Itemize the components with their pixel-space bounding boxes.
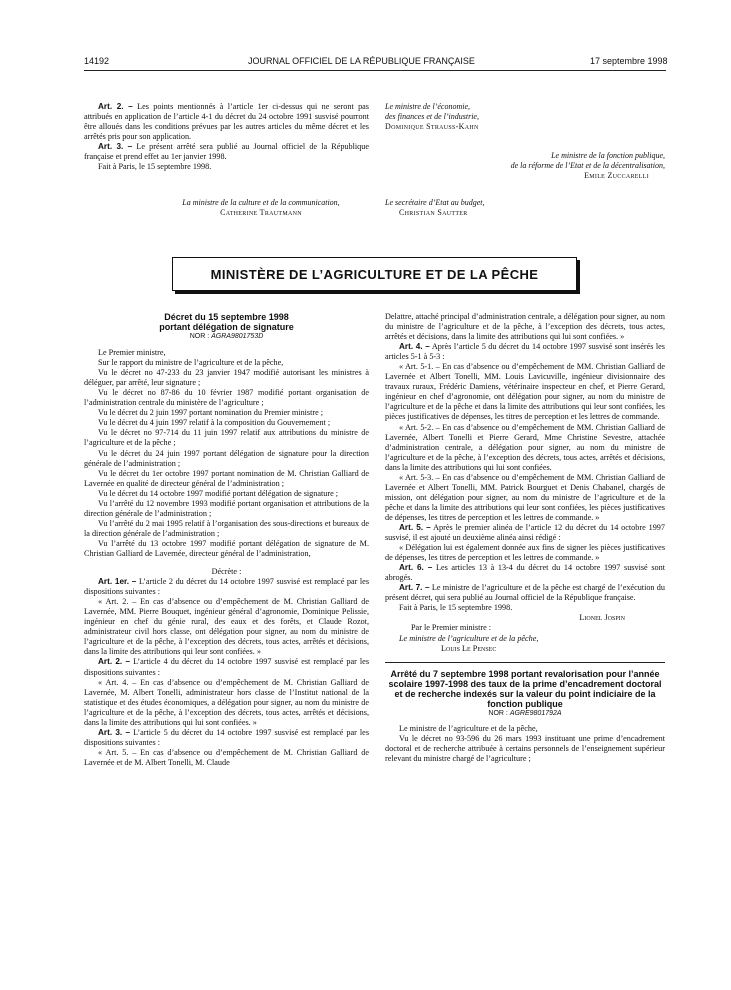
preamble-paragraph: Le Premier ministre, [98,348,166,358]
preamble-paragraph: Vu le décret du 1er octobre 1997 portant nomination de M. Christian Galliard de Lavernée en qualité de directeur général de l’administration ; [84,468,369,488]
signature-budget: Le secrétaire d’Etat au budget, Christian Sautter [385,198,485,217]
preamble-paragraph: Vu le décret du 2 juin 1997 portant nomination du Premier ministre ; [98,408,324,418]
arrete-title: Arrêté du 7 septembre 1998 portant revalorisation pour l’année scolaire 1997-1998 des taux de la prime d’encadrement doctoral et de recherche indexés sur la valeur du point indiciaire de la fonction publique [388,668,662,709]
preamble-paragraph: Vu le décret du 24 juin 1997 portant délégation de signature pour la direction générale de l’administration ; [84,448,369,468]
article-quote: « Art. 5-2. – En cas d’absence ou d’empêchement de MM. Christian Galliard de Lavernée, Albert Tonelli et Pierre Gerard, Mme Christine Sevestre, attachée d’administration centrale, a délégation pour signer, au nom du ministre de l’agriculture et de la pêche, à l’exception des décrets, tous actes, arrêtés et décisions, dans la limite des attributions qui lui sont confiées. [385,422,665,472]
article-quote: « Délégation lui est également donnée aux fins de signer les pièces justificatives de dépenses, les titres de perception et les lettres de commande. » [385,543,665,563]
signature-economie: Le ministre de l’économie, des finances et de l’industrie, Dominique Strauss-Kahn [385,102,479,131]
article-quote: « Art. 5-3. – En cas d’absence ou d’empêchement de MM. Christian Galliard de Lavernée et Albert Tonelli, MM. Patrick Bourguet et Denis Chabanel, chargés de mission, ont délégation pour signer, au nom du ministre de l’agriculture et de la pêche et dans la limite des attributions qui leur sont confiées, les pièces justificatives de dépenses, les titres de perception et les lettres de commande. » [385,472,665,522]
decrete-heading: Décrète : [211,567,242,577]
ministry-banner: MINISTÈRE DE L’AGRICULTURE ET DE LA PÊCHE [172,257,577,291]
signature-culture: La ministre de la culture et de la communication, Catherine Trautmann [182,198,340,217]
decree-left-column [84,312,369,768]
preamble-paragraph: Vu le décret no 47-233 du 23 janvier 1947 modifié autorisant les ministres à déléguer, par arrêté, leur signature ; [84,368,369,388]
article-paragraph: Art. 2. – L’article 4 du décret du 14 octobre 1997 susvisé est remplacé par les dispositions suivantes : [84,657,370,677]
article-quote-continued: Delattre, attaché principal d’administration centrale, a délégation pour signer, au nom du ministre de l’agriculture et de la pêche, à l’exception des décrets, tous actes, arrêtés et décisions, dans la limite des attributions qui lui sont confiées. » [385,312,665,342]
arrete-nor: NOR : AGRE9801792A [488,709,562,717]
article-quote: « Art. 2. – En cas d’absence ou d’empêchement de M. Christian Galliard de Lavernée, MM. Pierre Bouquet, ingénieur général d’agronomie, Dominique Pelissie, ingénieur en chef du génie rural, des eaux et des forêts, et Claude Rozot, administrateur civil hors classe, ont délégation pour signer, au nom du ministre de l’agriculture et de la pêche, à l’exception des décrets, tous actes, arrêtés et décisions, dans la limite des attributions qui leur sont confiées. » [84,597,369,657]
preamble-paragraph: Vu le décret no 87-86 du 10 février 1987 modifié portant organisation de l’administration centrale du ministère de l’agriculture ; [84,388,369,408]
decree-title: Décret du 15 septembre 1998 portant délégation de signature [159,312,294,332]
page-date: 17 septembre 1998 [590,56,668,66]
section-divider [385,662,665,663]
preamble-paragraph: Sur le rapport du ministre de l’agriculture et de la pêche, [98,358,284,368]
preamble-paragraph: Vu le décret du 14 octobre 1997 modifié portant délégation de signature ; [98,488,339,498]
signature-fonction-publique: Le ministre de la fonction publique, de la réforme de l’Etat et de la décentralisation, Emile Zuccarelli [510,151,665,180]
decree-preamble [84,348,369,559]
preamble-paragraph: Vu le décret no 97-714 du 11 juin 1997 relatif aux attributions du ministre de l’agriculture et de la pêche ; [84,428,369,448]
arrete-paragraph: Vu le décret no 93-596 du 26 mars 1993 instituant une prime d’encadrement doctoral et de recherche attribuée à certains personnels de l’enseignement supérieur relevant du ministre chargé de l’agriculture ; [385,733,665,763]
decree-nor: NOR : AGRA9801753D [189,333,264,340]
arrete-paragraph: Le ministre de l’agriculture et de la pêche, [399,723,538,733]
top-left-column [84,102,369,172]
article-paragraph: Art. 2. – Les points mentionnés à l’article 1er ci-dessus qui ne seront pas attribués en application de l’article 4-1 du décret du 24 octobre 1991 susvisé pourront être alloués dans les conditions prévues par les autres articles du même décret et les arrêtés pris pour son application. [84,102,369,142]
page-number: 14192 [84,56,110,66]
preamble-paragraph: Vu l’arrêté du 2 mai 1995 relatif à l’organisation des sous-directions et bureaux de la direction générale de l’administration ; [84,518,369,538]
header-rule [84,70,666,71]
article-quote: « Art. 4. – En cas d’absence ou d’empêchement de M. Christian Galliard de Lavernée, M. Albert Tonelli, administrateur hors classe de l’Institut national de la statistique et des études économiques, a délégation pour signer, au nom du ministre de l’agriculture et de la pêche, à l’exception des décrets, tous actes, arrêtés et décisions, dans la limite des attributions qui lui sont confiées. » [84,677,369,727]
prime-minister-name: Lionel Jospin [579,613,625,623]
article-paragraph: Art. 3. – Le présent arrêté sera publié au Journal officiel de la République française et prend effet au 1er janvier 1998. [84,142,369,162]
preamble-paragraph: Vu l’arrêté du 13 octobre 1997 modifié portant délégation de signature de M. Christian Galliard de Lavernée, directeur général de l’administration, [84,538,369,558]
article-paragraph: Art. 4. – Après l’article 5 du décret du 14 octobre 1997 susvisé sont insérés les articles 5-1 à 5-3 : [385,342,665,362]
article-paragraph: Art. 3. – L’article 5 du décret du 14 octobre 1997 susvisé est remplacé par les dispositions suivantes : [84,727,370,747]
place-date: Fait à Paris, le 15 septembre 1998. [399,603,513,613]
preamble-paragraph: Vu l’arrêté du 12 novembre 1993 modifié portant organisation et attributions de la direction générale de l’administration ; [84,498,369,518]
minister-title: Le ministre de l’agriculture et de la pêche, [399,633,539,643]
journal-title: JOURNAL OFFICIEL DE LA RÉPUBLIQUE FRANÇAISE [248,56,475,66]
article-paragraph: Art. 1er. – L’article 2 du décret du 14 octobre 1997 susvisé est remplacé par les dispositions suivantes : [84,577,370,597]
article-quote: « Art. 5. – En cas d’absence ou d’empêchement de M. Christian Galliard de Lavernée et de M. Albert Tonelli, M. Claude [84,747,369,767]
place-date: Fait à Paris, le 15 septembre 1998. [98,162,212,172]
preamble-paragraph: Vu le décret du 4 juin 1997 relatif à la composition du Gouvernement ; [98,418,331,428]
article-paragraph: Art. 7. – Le ministre de l’agriculture et de la pêche est chargé de l’exécution du présent décret, qui sera publié au Journal officiel de la République française. [385,583,665,603]
article-quote: « Art. 5-1. – En cas d’absence ou d’empêchement de MM. Christian Galliard de Lavernée et Albert Tonelli, MM. Louis Lavicuville, ingénieur divisionnaire des travaux ruraux, Frédéric Damiens, vétérinaire inspecteur en chef, et Pierre Gerard, ingénieur en chef d’agronomie, ont délégation pour signer, au nom du ministre de l’agriculture et de la pêche et dans la limite des attributions qui leur sont confiées, les pièces justificatives de dépenses, les titres de perception et les lettres de commande. [385,362,665,422]
article-paragraph: Art. 6. – Les articles 13 à 13-4 du décret du 14 octobre 1997 susvisé sont abrogés. [385,563,665,583]
article-paragraph: Art. 5. – Après le premier alinéa de l’article 12 du décret du 14 octobre 1997 susvisé, il est ajouté un deuxième alinéa ainsi rédigé : [385,522,665,543]
minister-name: Louis Le Pensec [441,643,497,653]
par-le-premier-ministre: Par le Premier ministre : [411,623,492,633]
decree-right-column [385,312,665,764]
